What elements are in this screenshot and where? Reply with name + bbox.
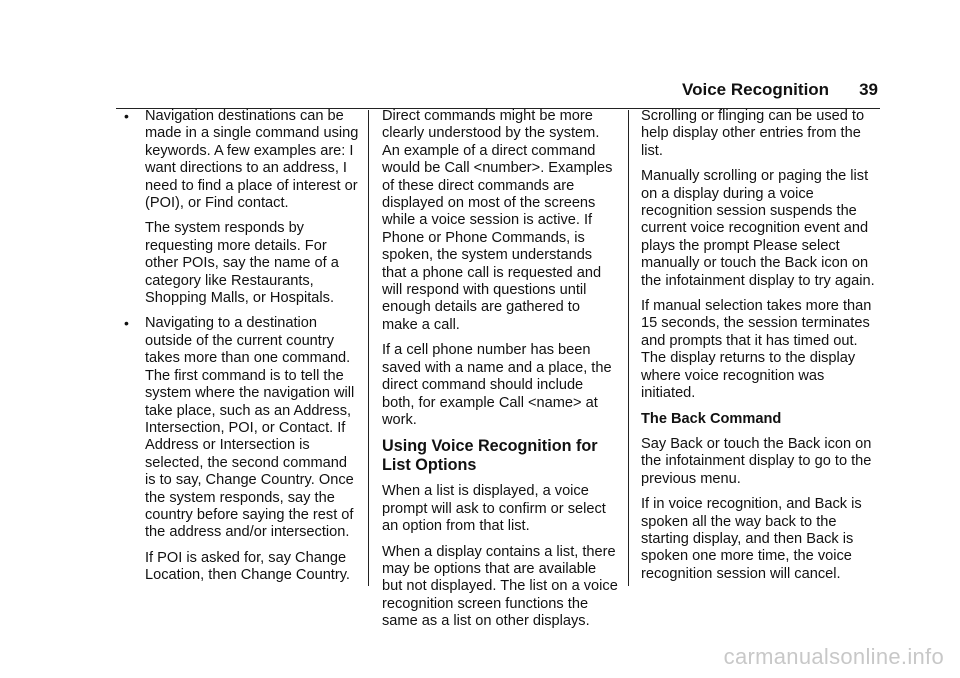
- page-number: 39: [859, 80, 878, 99]
- section-title: Voice Recognition: [682, 80, 830, 99]
- column-divider: [368, 110, 369, 586]
- column-divider: [628, 110, 629, 586]
- paragraph: Navigating to a destination outside of the current country takes more than one command. The first command is to tell the system where the navigation will take place, such as an Address, Intersection, POI, or Contact. If Address or Intersection is selected, the second command is to say, Change Country. Once the system responds, say the country before saying the rest of the address and/or intersection.: [145, 315, 355, 541]
- paragraph: If manual selection takes more than 15 seconds, the session terminates and prompts that it has timed out. The display returns to the display where voice recognition was initiated.: [641, 298, 872, 402]
- paragraph: If in voice recognition, and Back is spoken all the way back to the starting display, and then Back is spoken one more time, the voice recognition session will cancel.: [641, 496, 862, 582]
- paragraph: If a cell phone number has been saved with a name and a place, the direct command should include both, for example Call <name> at work.: [382, 342, 612, 428]
- bullet-marker: •: [124, 108, 129, 124]
- paragraph: Manually scrolling or paging the list on a display during a voice recognition session suspends the current voice recognition event and plays the prompt Please select manually or touch the Back icon on the infotainment display to try again.: [641, 168, 875, 289]
- paragraph: The system responds by requesting more details. For other POIs, say the name of a category like Restaurants, Shopping Malls, or Hospitals.: [145, 220, 339, 307]
- bullet-item: [124, 108, 360, 307]
- column-1: [124, 108, 360, 593]
- paragraph: Direct commands might be more clearly understood by the system. An example of a direct command would be Call <number>. Examples of these direct commands are displayed on most of the screens while a voice session is active. If Phone or Phone Commands, is spoken, the system understands that a phone call is requested and will respond with questions until enough details are gathered to make a call.: [382, 108, 613, 333]
- paragraph: Scrolling or flinging can be used to help display other entries from the list.: [641, 108, 865, 159]
- paragraph: When a list is displayed, a voice prompt will ask to confirm or select an option from that list.: [382, 483, 606, 535]
- page-header: [560, 80, 878, 100]
- column-2: [382, 108, 618, 639]
- paragraph: If POI is asked for, say Change Location, then Change Country.: [145, 549, 350, 584]
- bullet-item: [124, 315, 360, 584]
- paragraph: Say Back or touch the Back icon on the infotainment display to go to the previous menu.: [641, 435, 872, 487]
- column-3: [641, 108, 877, 591]
- minor-heading: The Back Command: [641, 410, 782, 427]
- section-subheading: Using Voice Recognition for List Options: [382, 437, 598, 475]
- bullet-marker: •: [124, 315, 129, 332]
- watermark: carmanualsonline.info: [723, 644, 944, 669]
- paragraph: When a display contains a list, there may be options that are available but not displayed. The list on a voice recognition screen functions the same as a list on other displays.: [382, 543, 618, 630]
- paragraph: Navigation destinations can be made in a single command using keywords. A few examples are: I want directions to an address, I need to find a place of interest or (POI), or Find contact.: [145, 108, 359, 212]
